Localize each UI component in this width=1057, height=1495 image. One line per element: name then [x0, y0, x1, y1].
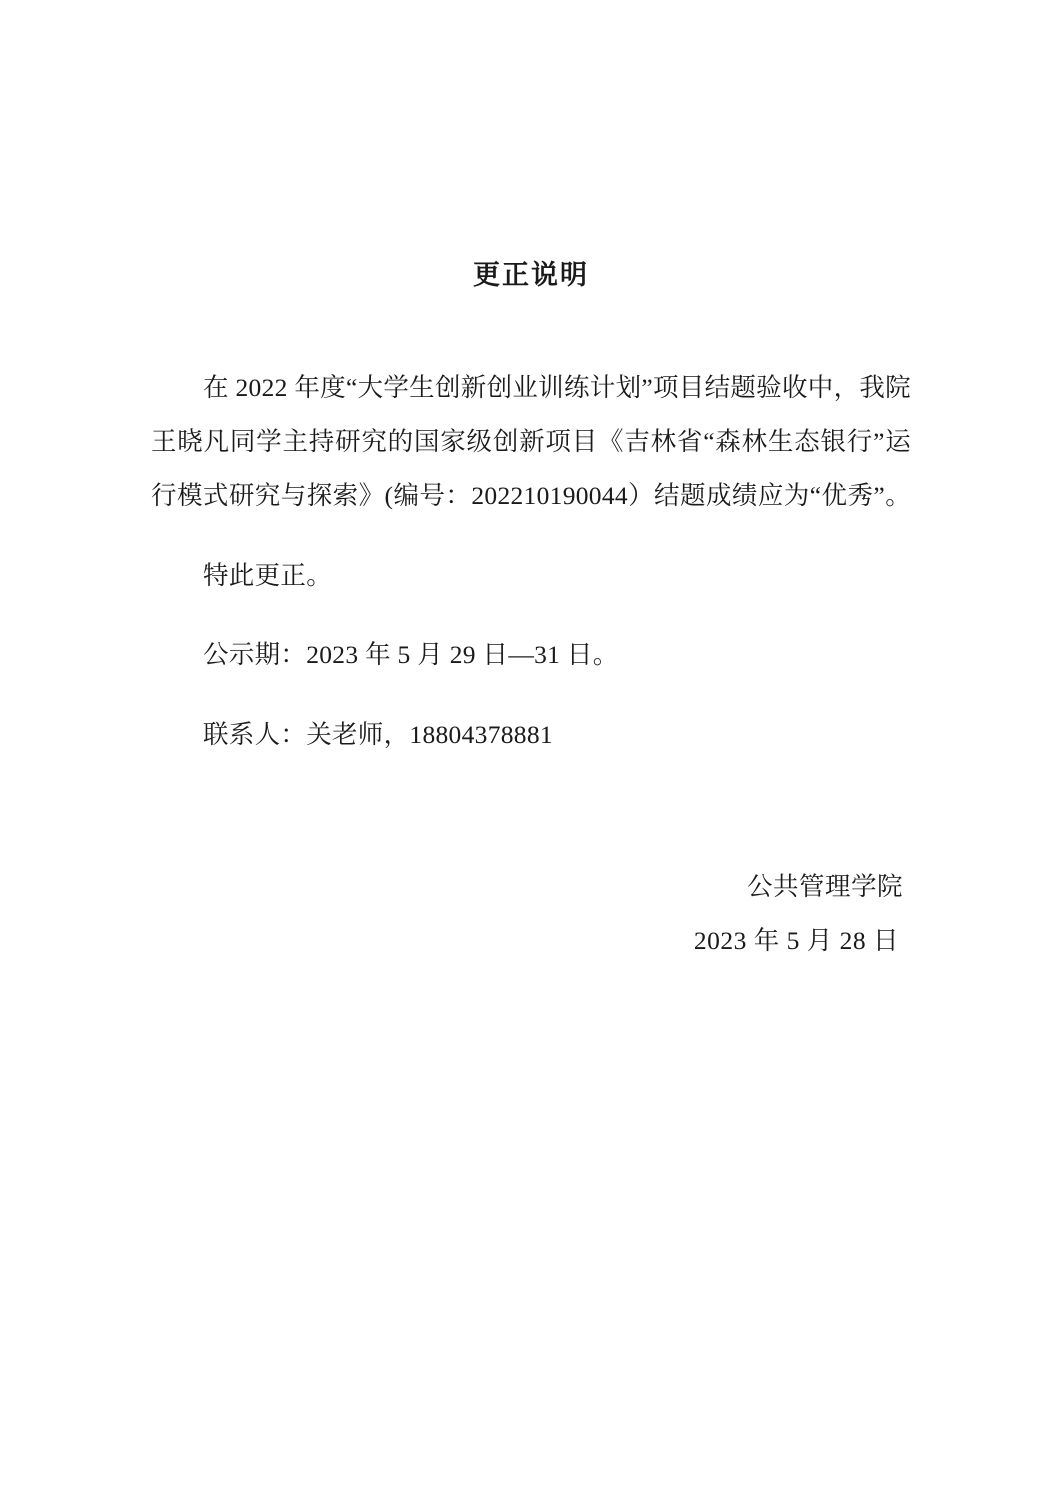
signature-organization: 公共管理学院	[746, 871, 903, 901]
paragraph-publicity-period: 公示期：2023 年 5 月 29 日—31 日。	[203, 640, 619, 670]
signature-block	[151, 860, 911, 968]
paragraph-hereby-corrected: 特此更正。	[203, 560, 333, 590]
signature-date: 2023 年 5 月 28 日	[693, 925, 899, 955]
page-title: 更正说明	[473, 260, 589, 290]
document-content	[151, 361, 911, 762]
paragraph-contact-person: 联系人：关老师，18804378881	[203, 719, 553, 749]
paragraph-correction-statement: 在 2022 年度“大学生创新创业训练计划”项目结题验收中，我院王晓凡同学主持研究的国家级创新项目《吉林省“森林生态银行”运行模式研究与探索》(编号：202210190044）结题成绩应为“优秀”。	[151, 373, 911, 511]
document-body	[151, 0, 911, 968]
